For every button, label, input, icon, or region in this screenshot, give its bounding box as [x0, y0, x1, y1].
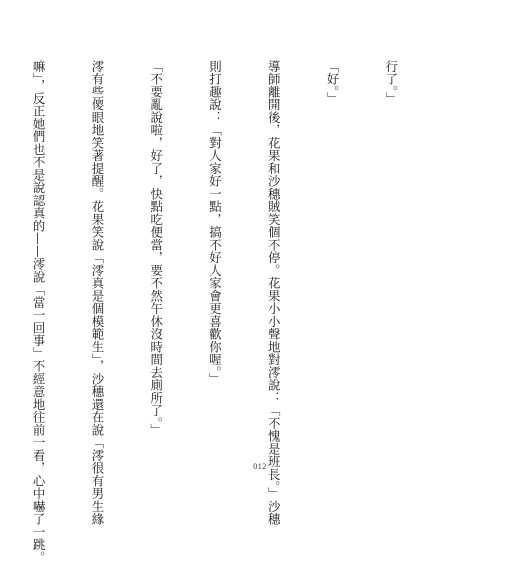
- text-line: 澪有些傻眼地笑著提醒。花果笑說「澪真是個模範生」，沙穗還在說「澪很有男生緣: [89, 60, 105, 526]
- text-line: 「不要亂說啦，好了，快點吃便當，要不然午休沒時間去廁所了。」: [148, 60, 164, 437]
- text-line: 嘛」，反正她們也不是說認真的——澪說「當一回事」不經意地往前一看，心中嚇了一跳。: [31, 60, 47, 564]
- text-line: 「好。」: [325, 60, 341, 105]
- text-line: 行了。」: [383, 60, 399, 105]
- page-number: 012: [253, 462, 267, 471]
- text-line: 則打趣說：「對人家好一點，搞不好人家會更喜歡你喔。」: [207, 60, 223, 386]
- text-line: 導師離開後，花果和沙穗賊笑個不停。花果小小聲地對澪說：「不愧是班長。」沙穗: [266, 60, 282, 526]
